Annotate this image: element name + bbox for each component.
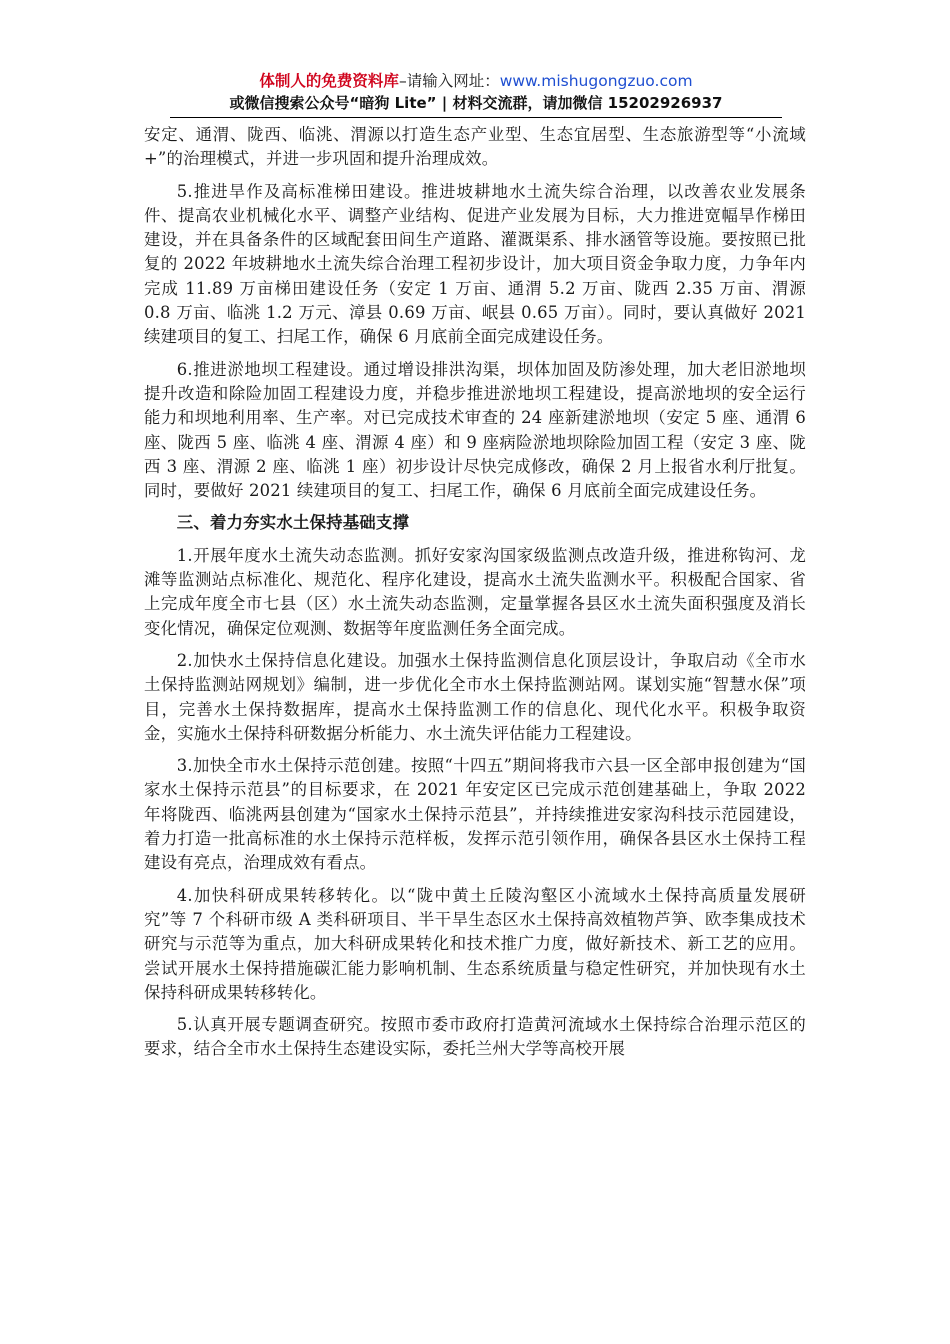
document-body bbox=[144, 123, 806, 1070]
site-url-link[interactable]: www.mishugongzuo.com bbox=[499, 72, 693, 90]
section-heading: 三、着力夯实水土保持基础支撑 bbox=[176, 513, 410, 533]
site-name: 体制人的免费资料库 bbox=[259, 72, 399, 90]
paragraph-research-transfer: 4.加快科研成果转移转化。以“陇中黄土丘陵沟壑区小流域水土保持高质量发展研究”等 7 个科研市级 A 类科研项目、半干旱生态区水土保持高效植物芦笋、欧李集成技术研究与示范等为重点，加大科研成果转化和技术推广力度，做好新技术、新工艺的应用。尝试开展水土保持措施碳汇能力影响机制、生态系统质量与稳定性研究，并加快现有水土保持科研成果转移转化。 bbox=[144, 885, 806, 1002]
paragraph-continuation: 安定、通渭、陇西、临洮、渭源以打造生态产业型、生态宜居型、生态旅游型等“小流域+”的治理模式，并进一步巩固和提升治理成效。 bbox=[144, 125, 806, 169]
paragraph-special-survey: 5.认真开展专题调查研究。按照市委市政府打造黄河流域水土保持综合治理示范区的要求，结合全市水土保持生态建设实际，委托兰州大学等高校开展 bbox=[144, 1015, 806, 1059]
page-header bbox=[170, 70, 782, 118]
paragraph-demonstration: 3.加快全市水土保持示范创建。按照“十四五”期间将我市六县一区全部申报创建为“国家水土保持示范县”的目标要求，在 2021 年安定区已完成示范创建基础上，争取 2022 年将陇西、临洮两县创建为“国家水土保持示范县”，并持续推进安家沟科技示范园建设，着力打造一批高标准的水土保持示范样板，发挥示范引领作用，确保各县区水土保持工程建设有亮点，治理成效有看点。 bbox=[144, 756, 806, 873]
url-prompt: –请输入网址： bbox=[398, 72, 500, 90]
header-divider bbox=[170, 117, 782, 118]
paragraph-terraced-fields: 5.推进旱作及高标准梯田建设。推进坡耕地水土流失综合治理，以改善农业发展条件、提高农业机械化水平、调整产业结构、促进产业发展为目标，大力推进宽幅旱作梯田建设，并在具备条件的区域配套田间生产道路、灌溉渠系、排水涵管等设施。要按照已批复的 2022 年坡耕地水土流失综合治理工程初步设计，加大项目资金争取力度，力争年内完成 11.89 万亩梯田建设任务（安定 1 万亩、通渭 5.2 万亩、陇西 2.35 万亩、渭源 0.8 万亩、临洮 1.2 万元、漳县 0.69 万亩、岷县 0.65 万亩）。同时，要认真做好 2021 续建项目的复工、扫尾工作，确保 6 月底前全面完成建设任务。 bbox=[144, 181, 806, 347]
header-line-1 bbox=[170, 70, 782, 92]
paragraph-informatization: 2.加快水土保持信息化建设。加强水土保持监测信息化顶层设计，争取启动《全市水土保持监测站网规划》编制，进一步优化全市水土保持监测站网。谋划实施“智慧水保”项目，完善水土保持数据库，提高水土保持监测工作的信息化、现代化水平。积极争取资金，实施水土保持科研数据分析能力、水土流失评估能力工程建设。 bbox=[144, 650, 806, 743]
paragraph-monitoring: 1.开展年度水土流失动态监测。抓好安家沟国家级监测点改造升级，推进称钩河、龙滩等监测站点标准化、规范化、程序化建设，提高水土流失监测水平。积极配合国家、省上完成年度全市七县（区）水土流失动态监测，定量掌握各县区水土流失面积强度及消长变化情况，确保定位观测、数据等年度监测任务全面完成。 bbox=[144, 545, 806, 638]
paragraph-check-dams: 6.推进淤地坝工程建设。通过增设排洪沟渠，坝体加固及防渗处理，加大老旧淤地坝提升改造和除险加固工程建设力度，并稳步推进淤地坝工程建设，提高淤地坝的安全运行能力和坝地利用率、生产率。对已完成技术审查的 24 座新建淤地坝（安定 5 座、通渭 6 座、陇西 5 座、临洮 4 座、渭源 4 座）和 9 座病险淤地坝除险加固工程（安定 3 座、陇西 3 座、渭源 2 座、临洮 1 座）初步设计尽快完成修改，确保 2 月上报省水利厅批复。同时，要做好 2021 续建项目的复工、扫尾工作，确保 6 月底前全面完成建设任务。 bbox=[144, 359, 806, 501]
wechat-line: 或微信搜索公众号“暗狗 Lite” | 材料交流群，请加微信 15202926937 bbox=[229, 94, 723, 112]
